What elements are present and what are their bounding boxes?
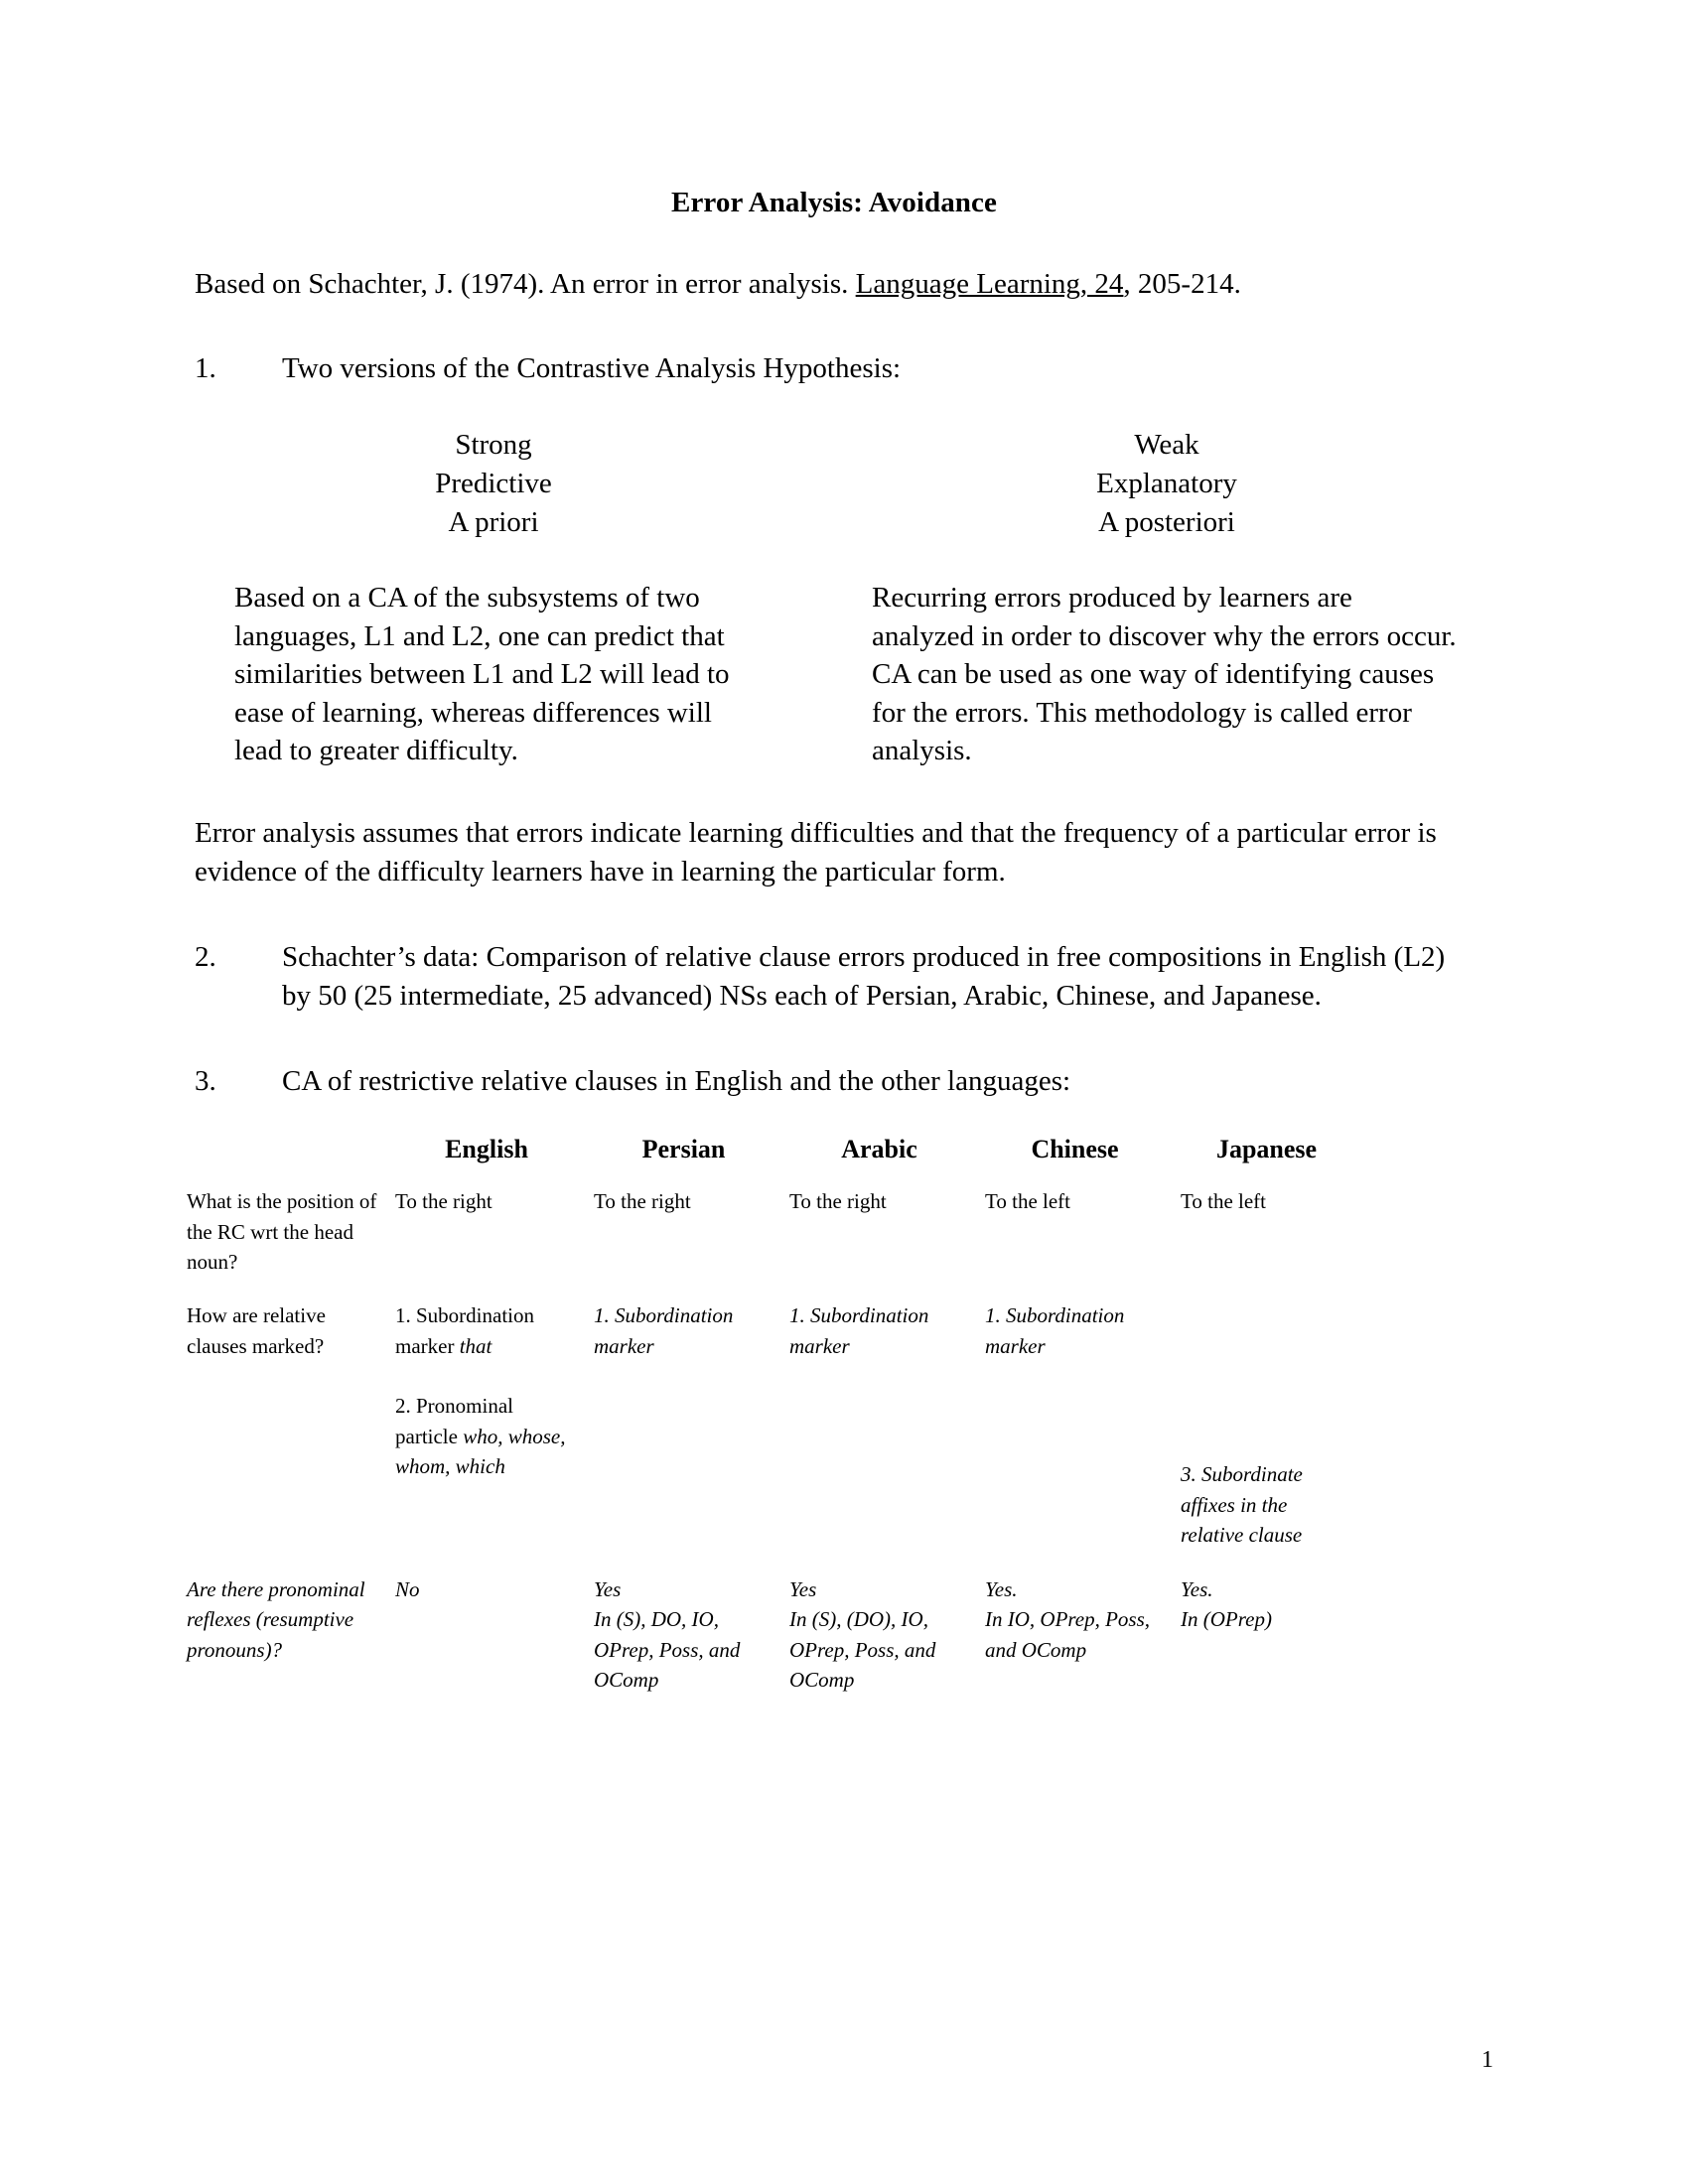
table-cell	[1181, 1300, 1368, 1550]
table-cell	[395, 1574, 594, 1696]
cell-text: To the left	[985, 1189, 1070, 1214]
cell-text-block	[1181, 1604, 1352, 1634]
table-cell	[594, 1186, 789, 1277]
cell-text-block	[594, 1604, 774, 1695]
item-1-number: 1.	[195, 351, 216, 384]
cah-weak-heading-1: Weak	[1134, 429, 1199, 462]
cell-text-block	[395, 1186, 578, 1216]
cell-text-block	[789, 1186, 969, 1216]
cah-strong-heading-1: Strong	[455, 429, 532, 462]
cell-text: To the right	[395, 1189, 492, 1214]
table-col-header-english: English	[445, 1135, 528, 1164]
citation-line	[195, 266, 1474, 304]
contrastive-analysis-table	[187, 1135, 1368, 1695]
table-cell	[1181, 1186, 1368, 1277]
cell-text-block	[1181, 1574, 1352, 1604]
citation-prefix: Based on Schachter, J. (1974). An error in error analysis.	[195, 268, 856, 301]
table-row-label: How are relative clauses marked?	[187, 1303, 326, 1358]
cell-text-block	[594, 1300, 774, 1361]
cell-text: No	[395, 1576, 420, 1601]
table-row-spacer	[187, 1277, 1368, 1300]
cell-text-italic: that	[459, 1333, 492, 1358]
table-cell	[789, 1574, 985, 1696]
table-cell	[985, 1186, 1181, 1277]
cell-text: Yes	[789, 1576, 817, 1601]
table-col-header-chinese: Chinese	[1031, 1135, 1119, 1164]
cell-text-block	[395, 1391, 578, 1481]
page-number: 1	[1481, 2047, 1493, 2073]
cell-text: Yes.	[985, 1576, 1018, 1601]
cah-weak-body: Recurring errors produced by learners are analyzed in order to discover why the errors occur. CA can be used as one way of identifying causes for the errors. This methodology is called error analysis.	[872, 582, 1457, 767]
table-cell	[985, 1574, 1181, 1696]
cah-strong-heading-2: Predictive	[435, 467, 552, 499]
table-row	[187, 1574, 1368, 1696]
cell-text-block	[985, 1186, 1165, 1216]
table-cell	[1181, 1574, 1368, 1696]
document-content	[187, 185, 1474, 1695]
citation-journal: Language Learning, 24	[855, 268, 1124, 301]
table-cell	[789, 1300, 985, 1550]
cell-text: 2. Pronominal particle	[395, 1394, 513, 1448]
cell-text-block	[1181, 1186, 1352, 1216]
spacer-cell	[187, 1551, 1368, 1574]
table-cell	[594, 1574, 789, 1696]
cell-text-block	[985, 1574, 1165, 1604]
item-3-text: CA of restrictive relative clauses in English and the other languages:	[282, 1064, 1071, 1097]
table-cell	[789, 1186, 985, 1277]
cell-text-block	[985, 1300, 1165, 1361]
cell-text: 1. Subordination marker	[985, 1303, 1125, 1358]
table-cell	[395, 1300, 594, 1550]
citation-suffix: , 205-214.	[1123, 268, 1241, 301]
table-corner-cell	[187, 1135, 395, 1186]
table-header-row	[187, 1135, 1368, 1186]
cah-bodies	[195, 579, 1474, 770]
cell-text-block	[1181, 1459, 1352, 1550]
table-cell	[985, 1300, 1181, 1550]
table-row-label: Are there pronominal reflexes (resumptive pronouns)?	[187, 1576, 365, 1662]
cah-strong-heading-3: A priori	[448, 505, 539, 538]
numbered-item-3	[195, 1062, 1474, 1101]
cah-weak-headings	[834, 426, 1474, 541]
cell-text: 1. Subordination marker	[594, 1303, 734, 1358]
table-cell	[594, 1300, 789, 1550]
table-col-header-arabic: Arabic	[841, 1135, 917, 1164]
cell-text-block	[985, 1604, 1165, 1665]
cell-text-block	[395, 1574, 578, 1604]
cell-text-block	[789, 1574, 969, 1604]
item-3-number: 3.	[195, 1064, 216, 1097]
cah-weak-heading-3: A posteriori	[1098, 505, 1235, 538]
table-row-label: What is the position of the RC wrt the head noun?	[187, 1189, 377, 1274]
cell-text: 3. Subordinate affixes in the relative clause	[1181, 1462, 1303, 1548]
cell-text-italic: who, whose, whom, which	[395, 1424, 566, 1479]
cell-text-block	[594, 1574, 774, 1604]
cell-text-block	[594, 1186, 774, 1216]
cah-strong-body: Based on a CA of the subsystems of two languages, L1 and L2, one can predict that similarities between L1 and L2 will lead to ease of learning, whereas differences will lead to greater difficulty.	[234, 582, 730, 767]
cah-strong-headings	[195, 426, 834, 541]
cell-text: Yes	[594, 1576, 622, 1601]
table-col-header-persian: Persian	[641, 1135, 726, 1164]
spacer-cell	[187, 1277, 1368, 1300]
cell-text: In (S), DO, IO, OPrep, Poss, and OComp	[594, 1607, 741, 1692]
cell-text: 1. Subordination marker	[789, 1303, 929, 1358]
item-2-number: 2.	[195, 940, 216, 973]
cell-text-block	[789, 1604, 969, 1695]
cah-headings	[195, 426, 1474, 541]
table-row	[187, 1300, 1368, 1550]
cell-text-block	[395, 1300, 578, 1361]
cell-text: To the right	[594, 1189, 691, 1214]
cell-text: In (OPrep)	[1181, 1607, 1272, 1632]
cah-weak-heading-2: Explanatory	[1096, 467, 1237, 499]
table-body	[187, 1186, 1368, 1695]
item-1-text: Two versions of the Contrastive Analysis Hypothesis:	[282, 351, 902, 384]
cell-text: Yes.	[1181, 1576, 1213, 1601]
numbered-item-1	[195, 349, 1474, 388]
cell-text: To the right	[789, 1189, 887, 1214]
cell-text-block	[789, 1300, 969, 1361]
cell-text: 1. Subordination marker	[395, 1303, 534, 1358]
table-col-header-japanese: Japanese	[1215, 1135, 1318, 1164]
item-2-text: Schachter’s data: Comparison of relative clause errors produced in free compositions in English (L2) by 50 (25 intermediate, 25 advanced) NSs each of Persian, Arabic, Chinese, and Japanese.	[282, 940, 1446, 1013]
table-cell	[395, 1186, 594, 1277]
error-analysis-note: Error analysis assumes that errors indicate learning difficulties and that the frequency of a particular error is evidence of the difficulty learners have in learning the particular form.	[195, 816, 1437, 888]
cell-text: To the left	[1181, 1189, 1266, 1214]
cell-text: In (S), (DO), IO, OPrep, Poss, and OComp	[789, 1607, 936, 1692]
table-row-spacer	[187, 1551, 1368, 1574]
cell-text: In IO, OPrep, Poss, and OComp	[985, 1607, 1151, 1662]
page-title: Error Analysis: Avoidance	[671, 187, 997, 218]
numbered-item-2	[195, 938, 1474, 1017]
table-row	[187, 1186, 1368, 1277]
